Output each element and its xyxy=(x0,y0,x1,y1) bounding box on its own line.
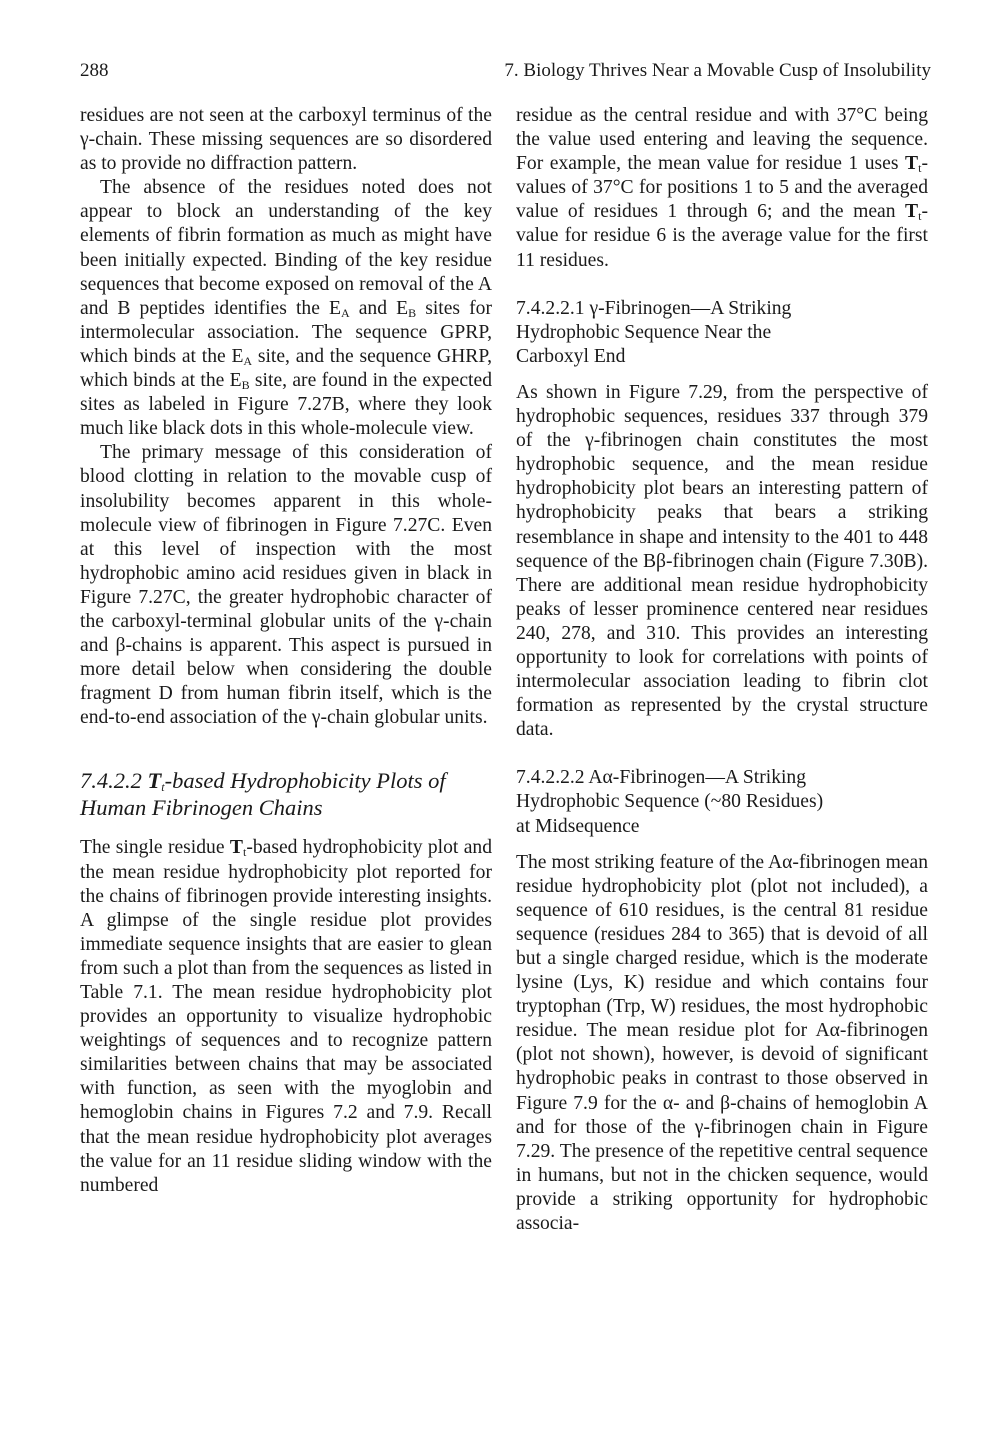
running-head: 7. Biology Thrives Near a Movable Cusp of Insolubility xyxy=(504,60,931,81)
paragraph: The absence of the residues noted does not appear to block an understanding of the key elements of fibrin formation as much as might have been initially expected. Binding of the key residue sequences that become exposed on removal of the A and B peptides identifies the $E_A$ and $E_B$ sites for intermolecular association. The sequence GPRP, which binds at the $E_A$ site, and the sequence GHRP, which binds at the $E_B$ site, are found in the expected sites as labeled in Figure 7.27B, where they look much like black dots in this whole-molecule view. xyxy=(80,177,493,440)
page-number: 288 xyxy=(80,60,109,81)
paragraph: residue as the central residue and with 37°C being the value used entering and leaving the sequence. For example, the mean value for residue 1 uses $T_t$-values of 37°C for positions 1 to 5 and the averaged value of residues 1 through 6; and the mean $T_t$-value for residue 6 is the average value for the first 11 residues. xyxy=(516,105,928,271)
paragraph: The primary message of this consideration of blood clotting in relation to the movable cusp of insolubility becomes apparent in this whole-molecule view of fibrinogen in Figure 7.27C. Even at this level of inspection with the most hydrophobic amino acid residues given in black in Figure 7.27C, the greater hydrophobic character of the carboxyl-terminal globular units of the γ-chain and β-chains is apparent. This aspect is pursued in more detail below when considering the double fragment D from human fibrin itself, which is the end-to-end association of the γ-chain globular units. xyxy=(80,442,492,729)
section-heading: 7.4.2.2 $T_t$-based Hydrophobicity Plots of Human Fibrinogen Chains xyxy=(80,768,446,820)
paragraph: residues are not seen at the carboxyl terminus of the γ-chain. These missing sequences are so disordered as to provide no diffraction pattern. xyxy=(80,105,492,175)
subsection-heading: 7.4.2.2.2 Aα-Fibrinogen—A Striking Hydrophobic Sequence (~80 Residues) at Midsequence xyxy=(516,767,824,837)
paragraph: As shown in Figure 7.29, from the perspective of hydrophobic sequences, residues 337 through 379 of the γ-fibrinogen chain constitutes the most hydrophobic sequence, and the mean residue hydrophobicity plot bears an interesting pattern of hydrophobicity peaks that bears a striking resemblance in shape and intensity to the 401 to 448 sequence of the Bβ-fibrinogen chain (Figure 7.30B). There are additional mean residue hydrophobicity peaks of lesser prominence centered near residues 240, 278, and 310. This provides an interesting opportunity to look for correlations with points of intermolecular association leading to fibrin clot formation as represented by the crystal structure data. xyxy=(516,381,928,741)
left-column xyxy=(80,104,492,1198)
right-column xyxy=(516,104,928,1236)
paragraph: The most striking feature of the Aα-fibrinogen mean residue hydrophobicity plot (plot not included), a sequence of 610 residues, is the central 81 residue sequence (residues 284 to 365) that is devoid of all but a single charged residue, which is the moderate lysine (Lys, K) residue and which contains four tryptophan (Trp, W) residues, the most hydrophobic residue. The mean residue plot for Aα-fibrinogen (plot not shown), however, is devoid of significant hydrophobic peaks in contrast to those observed in Figure 7.9 for the α- and β-chains of hemoglobin A and for those of the γ-fibrinogen chain in Figure 7.29. The presence of the repetitive central sequence in humans, but not in the chicken sequence, would provide a striking opportunity for hydrophobic associa- xyxy=(516,851,928,1235)
subsection-heading: 7.4.2.2.1 γ-Fibrinogen—A Striking Hydrophobic Sequence Near the Carboxyl End xyxy=(516,297,792,367)
paragraph: The single residue $T_t$-based hydrophobicity plot and the mean residue hydrophobicity plot reported for the chains of fibrinogen provide interesting insights. A glimpse of the single residue plot provides immediate sequence insights that are easier to glean from such a plot than from the sequences as listed in Table 7.1. The mean residue hydrophobicity plot provides an opportunity to visualize hydrophobic weightings of sequences and to recognize pattern similarities between chains that may be associated with function, as seen with the myoglobin and hemoglobin chains in Figures 7.2 and 7.9. Recall that the mean residue hydrophobicity plot averages the value for an 11 residue sliding window with the numbered xyxy=(80,837,492,1196)
